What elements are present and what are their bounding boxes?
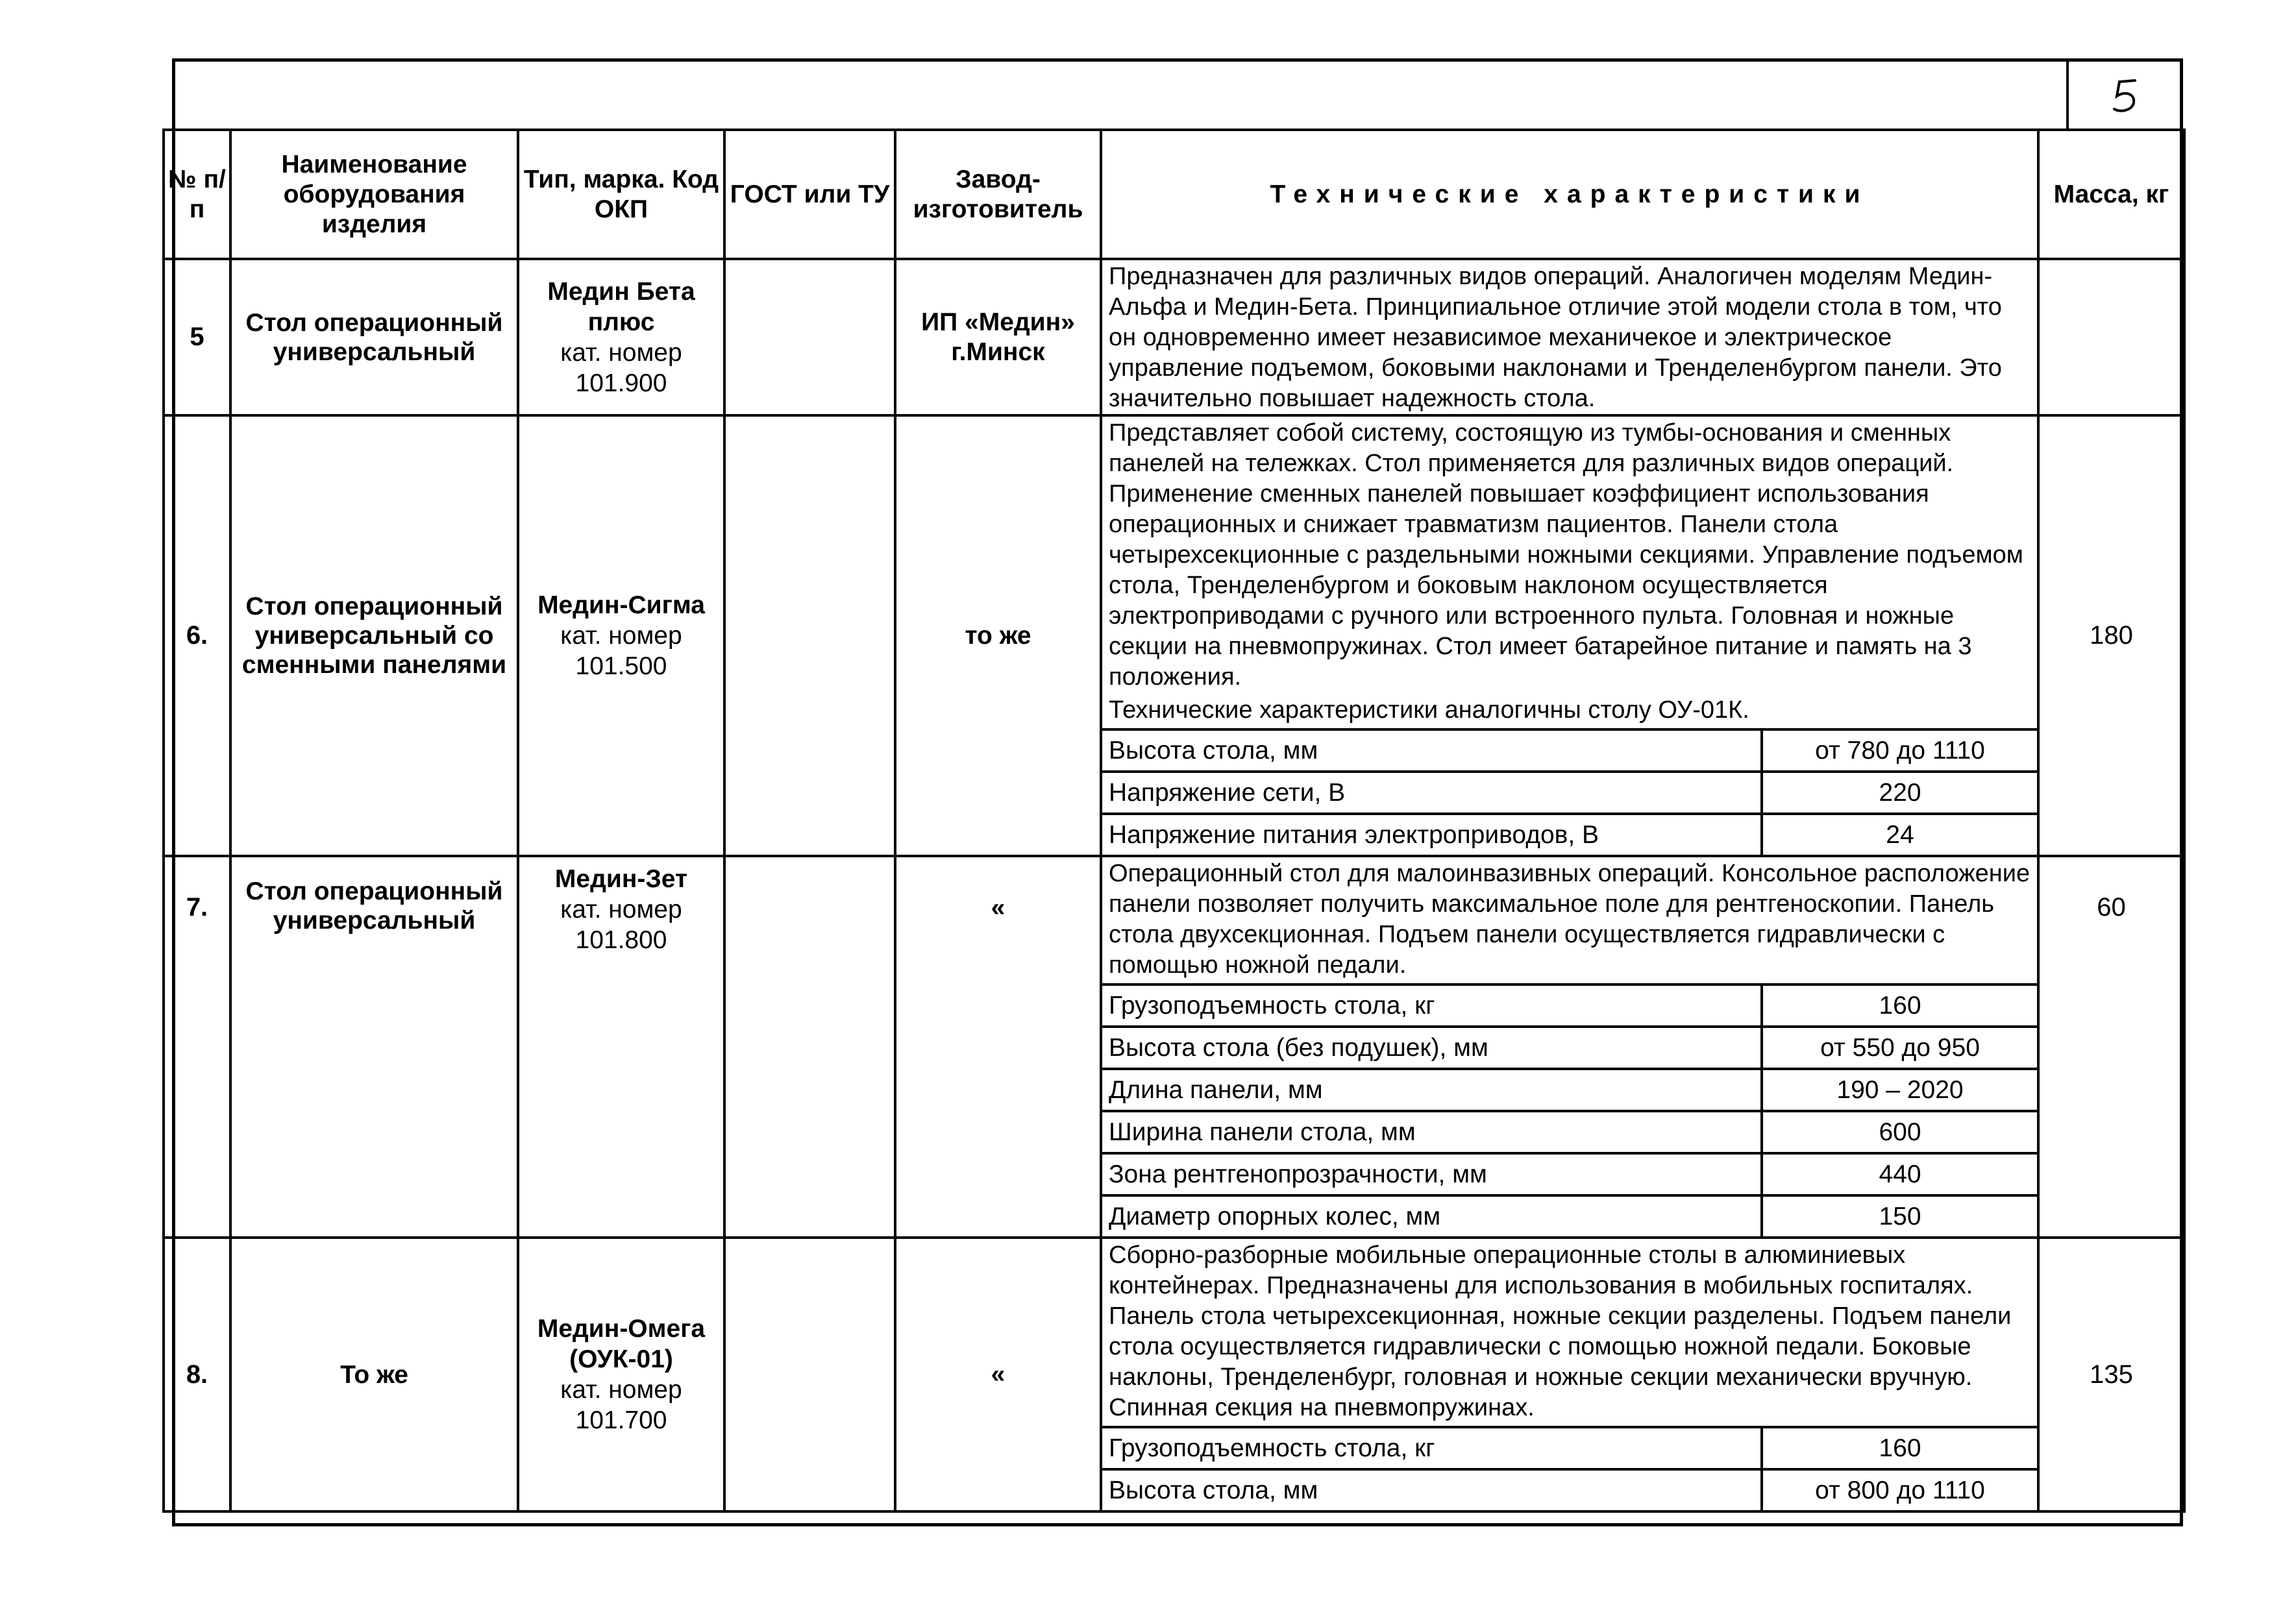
row-maker: ИП «Медин» г.Минск xyxy=(895,259,1101,415)
row-desc: Сборно-разборные мобильные операционные столы в алюминиевых контейнерах. Предназначены для использования в мобильных госпиталях. Панель стола четырехсекционная, ножные секции разделены. Подъем панели стола осуществляется гидравлически с помощью ножной педали. Боковые наклоны, Тренделенбург, головная и ножные секции механически вручную. Спинная секция на пневмопружинах. xyxy=(1109,1241,2012,1421)
row-num: 7. xyxy=(164,856,230,1238)
sheet-number-cell xyxy=(2066,58,2183,131)
param-row xyxy=(1102,1195,2037,1236)
param-label: Высота стола (без подушек), мм xyxy=(1102,1027,1762,1069)
header-num: № п/п xyxy=(164,130,230,259)
row-cat: 101.700 xyxy=(575,1406,667,1434)
row-cat-label: кат. номер xyxy=(560,896,682,923)
row-type xyxy=(518,259,724,415)
param-label: Напряжение питания электроприводов, В xyxy=(1102,814,1762,855)
param-row xyxy=(1102,814,2037,855)
row-tech xyxy=(1101,415,2038,856)
param-value: 190 – 2020 xyxy=(1762,1069,2037,1111)
header-name: Наименование оборудования изделия xyxy=(230,130,518,259)
table-row xyxy=(164,259,2184,415)
param-label: Ширина панели стола, мм xyxy=(1102,1111,1762,1153)
header-tech: Технические характеристики xyxy=(1101,130,2038,259)
row-model: Медин Бета плюс xyxy=(547,277,695,336)
param-value: 220 xyxy=(1762,772,2037,814)
param-value: 160 xyxy=(1762,1427,2037,1469)
row-desc: Представляет собой систему, состоящую из тумбы-основания и сменных панелей на тележках. Стол применяется для различных видов операций. Применение сменных панелей повышает коэффициент использования операционных и снижает травматизм пациентов. Панели стола четырехсекционные с раздельными ножными секциями. Управление подъемом стола, Тренделенбургом и боковым наклоном осуществляется электроприводами с ручного или встроенного пульта. Головная и ножные секции на пневмопружинах. Стол имеет батарейное питание и память на 3 положения. xyxy=(1109,419,2023,691)
row-mass: 180 xyxy=(2038,415,2184,856)
param-value: 150 xyxy=(1762,1195,2037,1236)
param-row xyxy=(1102,1027,2037,1069)
row-model: Медин-Омега (ОУК-01) xyxy=(537,1315,706,1373)
param-row xyxy=(1102,729,2037,772)
param-label: Длина панели, мм xyxy=(1102,1069,1762,1111)
row-cat: 101.500 xyxy=(575,652,667,680)
row-cat: 101.900 xyxy=(575,369,667,397)
param-label: Грузоподъемность стола, кг xyxy=(1102,1427,1762,1469)
param-label: Грузоподъемность стола, кг xyxy=(1102,984,1762,1027)
param-value: 600 xyxy=(1762,1111,2037,1153)
row-name: То же xyxy=(230,1238,518,1511)
row-name: Стол операционный универсальный со сменными панелями xyxy=(230,415,518,856)
param-row xyxy=(1102,984,2037,1027)
param-value: от 800 до 1110 xyxy=(1762,1469,2037,1510)
row-gost xyxy=(724,856,895,1238)
row-cat-label: кат. номер xyxy=(560,1376,682,1404)
param-row xyxy=(1102,1427,2037,1469)
row-mass xyxy=(2038,259,2184,415)
row-gost xyxy=(724,415,895,856)
row-cat: 101.800 xyxy=(575,926,667,954)
row-mass: 60 xyxy=(2038,856,2184,1238)
param-value: 160 xyxy=(1762,984,2037,1027)
param-row xyxy=(1102,1469,2037,1510)
row-name: Стол операционный универсальный xyxy=(230,856,518,1238)
row-type xyxy=(518,415,724,856)
header-maker: Завод-изготовитель xyxy=(895,130,1101,259)
param-label: Высота стола, мм xyxy=(1102,1469,1762,1510)
param-value: 440 xyxy=(1762,1153,2037,1195)
param-label: Диаметр опорных колес, мм xyxy=(1102,1195,1762,1236)
row-tech xyxy=(1101,856,2038,1238)
param-value: от 550 до 950 xyxy=(1762,1027,2037,1069)
row-num: 8. xyxy=(164,1238,230,1511)
row-note: Технические характеристики аналогичны столу ОУ-01К. xyxy=(1109,696,1749,724)
row-tech xyxy=(1101,259,2038,415)
header-type: Тип, марка. Код ОКП xyxy=(518,130,724,259)
table-row xyxy=(164,1238,2184,1511)
param-label: Высота стола, мм xyxy=(1102,729,1762,772)
param-label: Зона рентгенопрозрачности, мм xyxy=(1102,1153,1762,1195)
row-type xyxy=(518,856,724,1238)
row-gost xyxy=(724,1238,895,1511)
row-cat-label: кат. номер xyxy=(560,622,682,650)
param-table xyxy=(1102,983,2037,1236)
param-row xyxy=(1102,772,2037,814)
row-cat-label: кат. номер xyxy=(560,338,682,367)
row-maker: « xyxy=(895,856,1101,1238)
row-maker: « xyxy=(895,1238,1101,1511)
row-gost xyxy=(724,259,895,415)
header-row xyxy=(164,130,2184,259)
row-desc: Операционный стол для малоинвазивных операций. Консольное расположение панели позволяет получить максимальное поле для рентгеноскопии. Панель стола двухсекционная. Подъем панели осуществляется гидравлически с помощью ножной педали. xyxy=(1109,860,2031,979)
row-num: 5 xyxy=(164,259,230,415)
param-value: от 780 до 1110 xyxy=(1762,729,2037,772)
param-row xyxy=(1102,1153,2037,1195)
row-num: 6. xyxy=(164,415,230,856)
param-table xyxy=(1102,1426,2037,1510)
row-type xyxy=(518,1238,724,1511)
row-model: Медин-Сигма xyxy=(537,591,705,619)
row-maker: то же xyxy=(895,415,1101,856)
param-value: 24 xyxy=(1762,814,2037,855)
param-row xyxy=(1102,1069,2037,1111)
row-model: Медин-Зет xyxy=(554,865,688,893)
equipment-table xyxy=(162,128,2186,1513)
param-label: Напряжение сети, В xyxy=(1102,772,1762,814)
param-table xyxy=(1102,728,2037,855)
table-row xyxy=(164,856,2184,1238)
row-tech xyxy=(1101,1238,2038,1511)
row-desc: Предназначен для различных видов операций. Аналогичен моделям Медин-Альфа и Медин-Бета. Принципиальное отличие этой модели стола в том, что он одновременно имеет независимое механичекое и электрическое управление подъемом, боковыми наклонами и Тренделенбургом панели. Это значительно повышает надежность стола. xyxy=(1109,263,2002,412)
header-mass: Масса, кг xyxy=(2038,130,2184,259)
row-name: Стол операционный универсальный xyxy=(230,259,518,415)
row-mass: 135 xyxy=(2038,1238,2184,1511)
table-row xyxy=(164,415,2184,856)
header-gost: ГОСТ или ТУ xyxy=(724,130,895,259)
param-row xyxy=(1102,1111,2037,1153)
